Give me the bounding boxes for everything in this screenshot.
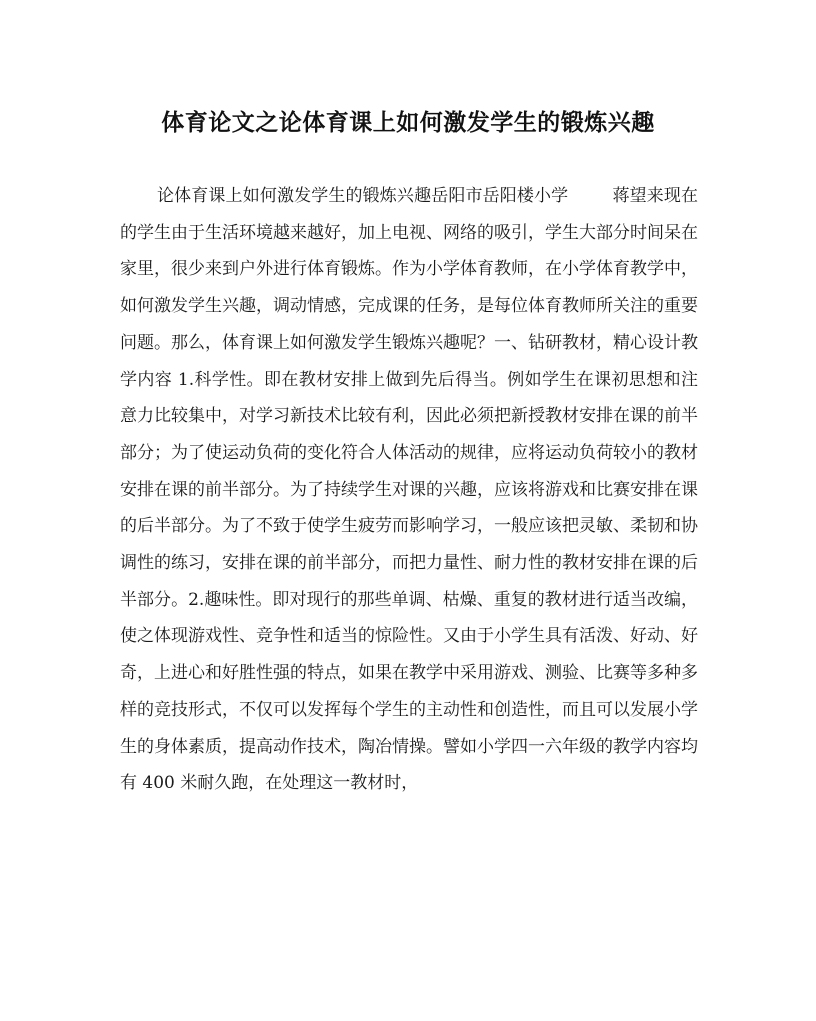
body-paragraph: 来现在的学生由于生活环境越来越好，加上电视、网络的吸引，学生大部分时间呆在家里，很少来到户外进行体育锻炼。作为小学体育教师，在小学体育教学中，如何激发学生兴趣，调动情感，完成课的任务，是每位体育教师所关注的重要问题。那么，体育课上如何激发学生锻炼兴趣呢？一、钻研教材，精心设计教学内容 1.科学性。即在教材安排上做到先后得当。例如学生在课初思想和注意力比较集中，对学习新技术比较有利，因此必须把新授教材安排在课的前半部分；为了使运动负荷的变化符合人体活动的规律，应将运动负荷较小的教材安排在课的前半部分。为了持续学生对课的兴趣，应该将游戏和比赛安排在课的后半部分。为了不致于使学生疲劳而影响学习，一般应该把灵敏、柔韧和协调性的练习，安排在课的前半部分，而把力量性、耐力性的教材安排在课的后半部分。2.趣味性。即对现行的那些单调、枯燥、重复的教材进行适当改编，使之体现游戏性、竞争性和适当的惊险性。又由于小学生具有活泼、好动、好奇，上进心和好胜性强的特点，如果在教学中采用游戏、测验、比赛等多种多样的竞技形式，不仅可以发挥每个学生的主动性和创造性，而且可以发展小学生的身体素质，提高动作技术，陶冶情操。譬如小学四一六年级的教学内容均有 400 米耐久跑，在处理这一教材时， bbox=[120, 186, 699, 794]
author-name: 蒋望 bbox=[612, 186, 647, 206]
byline: 论体育课上如何激发学生的锻炼兴趣岳阳市岳阳楼小学 bbox=[157, 186, 569, 206]
document-body bbox=[120, 178, 698, 802]
document-title: 体育论文之论体育课上如何激发学生的锻炼兴趣 bbox=[161, 109, 655, 136]
